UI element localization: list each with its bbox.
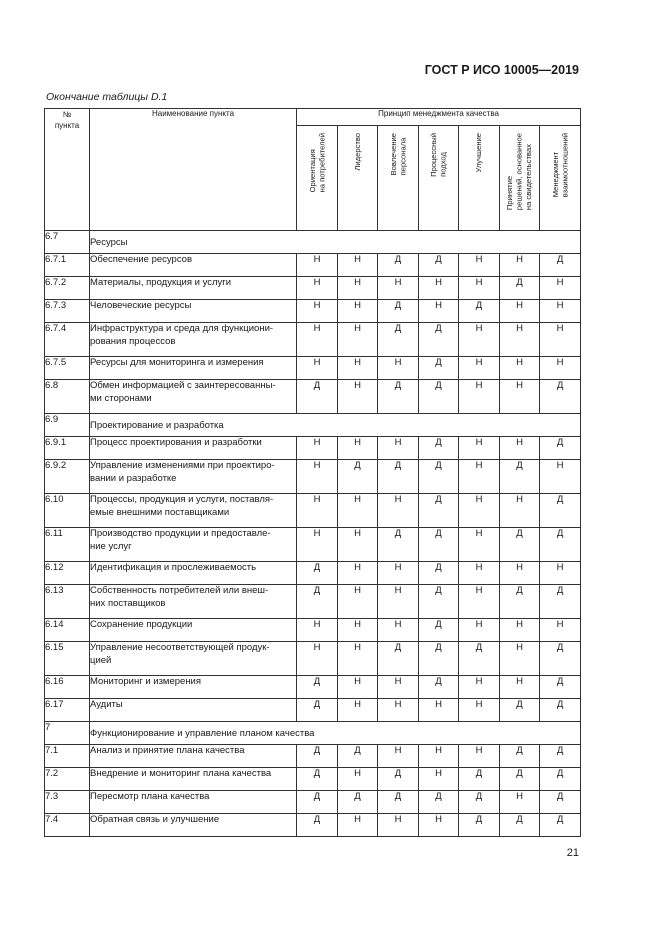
principle-value: Д [338, 791, 378, 814]
principle-value: Н [419, 745, 459, 768]
principle-value: Н [338, 357, 378, 380]
principle-value: Н [378, 562, 419, 585]
table-row [45, 745, 581, 768]
principle-value: Н [540, 300, 581, 323]
principle-value: Д [419, 437, 459, 460]
item-number: 6.17 [45, 699, 90, 722]
table-row [45, 357, 581, 380]
principle-value: Д [540, 380, 581, 414]
item-name: Процесс проектирования и разработки [90, 437, 297, 460]
principle-value: Н [540, 460, 581, 494]
principle-value: Н [540, 562, 581, 585]
principle-value: Н [378, 585, 419, 619]
header-principles-title: Принцип менеджмента качества [297, 109, 581, 126]
principle-value: Н [297, 300, 338, 323]
principle-value: Д [419, 323, 459, 357]
principle-value: Д [540, 676, 581, 699]
item-name: Собственность потребителей или внеш- них поставщиков [90, 585, 297, 619]
principle-value: Н [500, 323, 540, 357]
principle-value: Д [419, 494, 459, 528]
item-number: 6.15 [45, 642, 90, 676]
principle-value: Н [297, 642, 338, 676]
principle-value: Н [459, 745, 500, 768]
item-number: 6.10 [45, 494, 90, 528]
item-name: Функционирование и управление планом качества [90, 722, 581, 745]
table-row [45, 562, 581, 585]
principle-value: Н [297, 437, 338, 460]
table-row [45, 494, 581, 528]
item-number: 6.11 [45, 528, 90, 562]
principle-value: Н [378, 699, 419, 722]
principle-value: Н [338, 323, 378, 357]
header-principle: Улучшение [459, 126, 500, 231]
item-number: 6.7 [45, 231, 90, 254]
principle-value: Д [419, 676, 459, 699]
table-row [45, 585, 581, 619]
table-row [45, 300, 581, 323]
principle-value: Д [378, 768, 419, 791]
principle-value: Н [500, 562, 540, 585]
principle-value: Н [500, 357, 540, 380]
item-name: Обратная связь и улучшение [90, 814, 297, 837]
item-number: 6.9 [45, 414, 90, 437]
item-number: 6.16 [45, 676, 90, 699]
principle-value: Н [540, 357, 581, 380]
principle-value: Н [338, 642, 378, 676]
principle-value: Д [540, 768, 581, 791]
principle-value: Д [419, 791, 459, 814]
principle-value: Д [540, 254, 581, 277]
item-number: 6.14 [45, 619, 90, 642]
principle-value: Д [297, 585, 338, 619]
principle-value: Н [459, 699, 500, 722]
item-name: Мониторинг и измерения [90, 676, 297, 699]
principle-value: Н [378, 676, 419, 699]
principle-value: Н [500, 380, 540, 414]
principle-value: Н [459, 494, 500, 528]
table-caption: Окончание таблицы D.1 [46, 91, 168, 103]
principle-value: Н [540, 323, 581, 357]
principle-value: Д [297, 676, 338, 699]
item-number: 6.7.1 [45, 254, 90, 277]
principle-value: Д [500, 745, 540, 768]
item-name: Анализ и принятие плана качества [90, 745, 297, 768]
principle-value: Н [459, 460, 500, 494]
item-number: 6.7.4 [45, 323, 90, 357]
principle-value: Н [378, 814, 419, 837]
item-name: Управление несоответствующей продук- цией [90, 642, 297, 676]
principle-value: Н [338, 254, 378, 277]
principle-value: Н [419, 768, 459, 791]
item-name: Материалы, продукция и услуги [90, 277, 297, 300]
principle-value: Д [540, 528, 581, 562]
table-row [45, 380, 581, 414]
principle-value: Д [378, 528, 419, 562]
principle-value: Н [459, 277, 500, 300]
principle-value: Д [459, 300, 500, 323]
item-name: Ресурсы [90, 231, 581, 254]
item-number: 6.8 [45, 380, 90, 414]
principle-value: Н [297, 494, 338, 528]
table-row [45, 460, 581, 494]
header-principle: Вовлечение персонала [378, 126, 419, 231]
principle-value: Н [338, 676, 378, 699]
principle-value: Д [338, 460, 378, 494]
principle-value: Н [500, 300, 540, 323]
principle-value: Д [378, 300, 419, 323]
principle-value: Н [459, 562, 500, 585]
principle-value: Н [338, 814, 378, 837]
header-principle: Ориентация на потребителей [297, 126, 338, 231]
principle-value: Д [378, 460, 419, 494]
item-name: Ресурсы для мониторинга и измерения [90, 357, 297, 380]
principle-value: Д [378, 642, 419, 676]
header-principle: Менеджмент взаимоотношений [540, 126, 581, 231]
principle-value: Д [459, 768, 500, 791]
table-row [45, 699, 581, 722]
principle-value: Д [540, 494, 581, 528]
principle-value: Н [459, 380, 500, 414]
principle-value: Н [297, 619, 338, 642]
principle-value: Д [540, 585, 581, 619]
item-name: Внедрение и мониторинг плана качества [90, 768, 297, 791]
standard-designation: ГОСТ Р ИСО 10005—2019 [424, 63, 579, 77]
table-row [45, 414, 581, 437]
table-row [45, 323, 581, 357]
principle-value: Д [378, 380, 419, 414]
principle-value: Н [338, 619, 378, 642]
header-principle: Процессный подход [419, 126, 459, 231]
principle-value: Н [338, 562, 378, 585]
principle-value: Н [378, 494, 419, 528]
table-row [45, 437, 581, 460]
principle-value: Д [500, 528, 540, 562]
principle-value: Д [459, 642, 500, 676]
principle-value: Н [297, 460, 338, 494]
principle-value: Н [338, 277, 378, 300]
principle-value: Н [338, 768, 378, 791]
principle-value: Н [540, 277, 581, 300]
principle-value: Д [419, 254, 459, 277]
principle-value: Д [540, 745, 581, 768]
principle-value: Н [500, 437, 540, 460]
principle-value: Н [500, 619, 540, 642]
item-number: 7.2 [45, 768, 90, 791]
principle-value: Д [540, 814, 581, 837]
principle-value: Н [459, 357, 500, 380]
principle-value: Д [378, 791, 419, 814]
principle-value: Н [459, 619, 500, 642]
principle-value: Н [297, 528, 338, 562]
principle-value: Д [540, 437, 581, 460]
principle-value: Н [378, 437, 419, 460]
item-name: Человеческие ресурсы [90, 300, 297, 323]
principle-value: Н [297, 357, 338, 380]
table-row [45, 254, 581, 277]
item-number: 6.9.1 [45, 437, 90, 460]
header-principle: Принятие решений, основанное на свидетельствах [500, 126, 540, 231]
table-row [45, 231, 581, 254]
item-name: Обеспечение ресурсов [90, 254, 297, 277]
item-name: Идентификация и прослеживаемость [90, 562, 297, 585]
item-number: 6.7.2 [45, 277, 90, 300]
table-row [45, 722, 581, 745]
header-principle: Лидерство [338, 126, 378, 231]
table-row [45, 277, 581, 300]
principle-value: Н [297, 277, 338, 300]
principle-value: Н [419, 277, 459, 300]
principle-value: Д [500, 277, 540, 300]
principle-value: Н [419, 699, 459, 722]
principle-value: Н [338, 300, 378, 323]
header-name: Наименование пункта [90, 109, 297, 231]
principle-value: Д [459, 814, 500, 837]
principle-value: Н [338, 699, 378, 722]
principle-value: Н [500, 791, 540, 814]
principle-value: Д [297, 814, 338, 837]
principle-value: Д [500, 768, 540, 791]
principle-value: Н [378, 277, 419, 300]
principle-value: Д [500, 814, 540, 837]
principle-value: Д [500, 460, 540, 494]
item-name: Инфраструктура и среда для функциони- рования процессов [90, 323, 297, 357]
principle-value: Д [297, 380, 338, 414]
principle-value: Д [297, 768, 338, 791]
principle-value: Н [378, 745, 419, 768]
item-number: 6.7.3 [45, 300, 90, 323]
principle-value: Д [338, 745, 378, 768]
item-name: Сохранение продукции [90, 619, 297, 642]
principle-value: Д [297, 745, 338, 768]
item-name: Производство продукции и предоставле- ние услуг [90, 528, 297, 562]
principle-value: Н [500, 254, 540, 277]
principle-value: Д [297, 791, 338, 814]
item-number: 6.12 [45, 562, 90, 585]
principle-value: Д [500, 585, 540, 619]
item-name: Управление изменениями при проектиро- вании и разработке [90, 460, 297, 494]
principle-value: Н [540, 619, 581, 642]
principle-value: Д [419, 460, 459, 494]
item-number: 6.9.2 [45, 460, 90, 494]
item-number: 7.1 [45, 745, 90, 768]
principle-value: Д [419, 528, 459, 562]
principle-value: Д [297, 562, 338, 585]
principle-value: Н [500, 642, 540, 676]
principle-value: Д [500, 699, 540, 722]
table-row [45, 814, 581, 837]
principles-table [44, 108, 581, 837]
principle-value: Н [459, 437, 500, 460]
principle-value: Н [297, 254, 338, 277]
page-number: 21 [566, 847, 579, 859]
item-number: 7.3 [45, 791, 90, 814]
principle-value: Д [419, 585, 459, 619]
principle-value: Д [459, 791, 500, 814]
table-row [45, 619, 581, 642]
header-number: № пункта [45, 109, 90, 231]
principle-value: Н [459, 528, 500, 562]
principle-value: Н [338, 380, 378, 414]
principle-value: Д [540, 642, 581, 676]
principle-value: Д [540, 699, 581, 722]
principle-value: Н [338, 437, 378, 460]
item-name: Пересмотр плана качества [90, 791, 297, 814]
principle-value: Н [338, 528, 378, 562]
item-number: 6.13 [45, 585, 90, 619]
principle-value: Н [419, 814, 459, 837]
item-name: Обмен информацией с заинтересованны- ми сторонами [90, 380, 297, 414]
principle-value: Д [419, 357, 459, 380]
principle-value: Н [338, 494, 378, 528]
principle-value: Н [338, 585, 378, 619]
table-row [45, 528, 581, 562]
principle-value: Н [459, 585, 500, 619]
item-name: Проектирование и разработка [90, 414, 581, 437]
principle-value: Д [378, 323, 419, 357]
item-name: Процессы, продукция и услуги, поставля- емые внешними поставщиками [90, 494, 297, 528]
principle-value: Д [378, 254, 419, 277]
item-name: Аудиты [90, 699, 297, 722]
principle-value: Н [500, 494, 540, 528]
principle-value: Н [297, 323, 338, 357]
principle-value: Н [459, 254, 500, 277]
table-row [45, 676, 581, 699]
principle-value: Н [419, 300, 459, 323]
item-number: 7.4 [45, 814, 90, 837]
principle-value: Н [378, 357, 419, 380]
principle-value: Н [500, 676, 540, 699]
principle-value: Д [419, 380, 459, 414]
table-row [45, 791, 581, 814]
table-row [45, 768, 581, 791]
principle-value: Д [419, 642, 459, 676]
principle-value: Д [297, 699, 338, 722]
principle-value: Н [459, 676, 500, 699]
principle-value: Н [378, 619, 419, 642]
table-row [45, 642, 581, 676]
item-number: 7 [45, 722, 90, 745]
principle-value: Д [419, 562, 459, 585]
principle-value: Н [459, 323, 500, 357]
principle-value: Д [419, 619, 459, 642]
principle-value: Д [540, 791, 581, 814]
item-number: 6.7.5 [45, 357, 90, 380]
